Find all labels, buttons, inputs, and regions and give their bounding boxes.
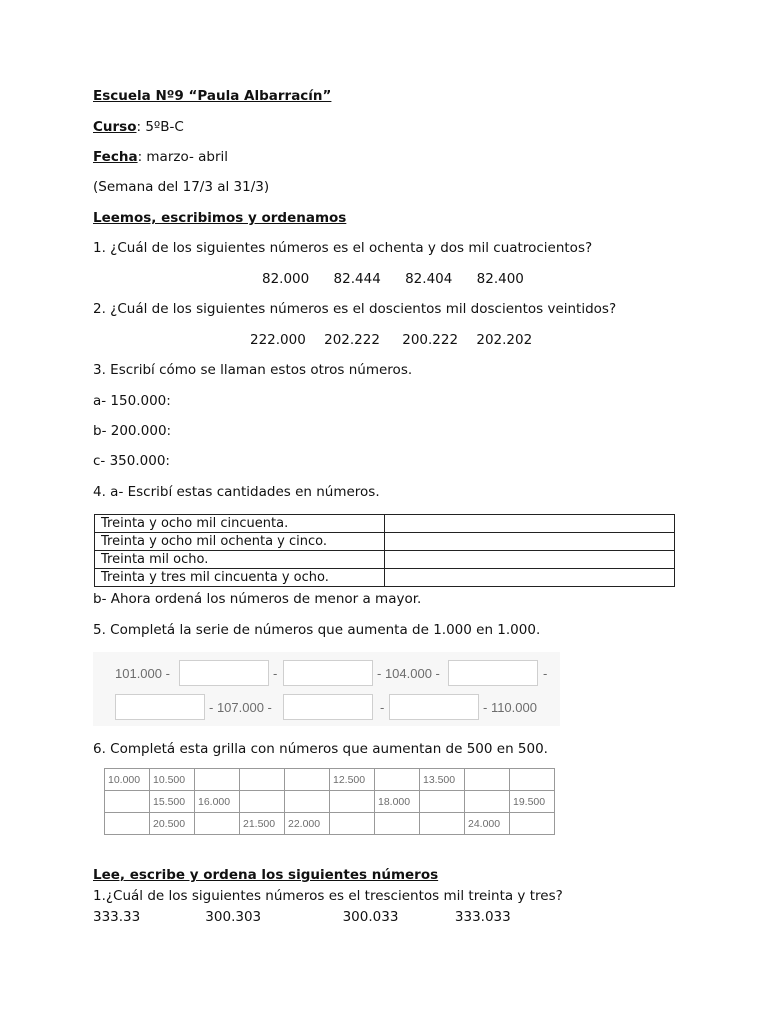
grid-cell: 19.500	[510, 791, 555, 813]
series-text: - 104.000 -	[377, 666, 440, 681]
grid-cell: 10.000	[105, 769, 150, 791]
grid-cell[interactable]	[510, 769, 555, 791]
grid-cell[interactable]	[375, 769, 420, 791]
option: 82.000	[262, 271, 310, 287]
series-blank[interactable]	[389, 694, 479, 720]
question-5: 5. Completá la serie de números que aumenta de 1.000 en 1.000.	[93, 622, 541, 638]
option: 333.33	[93, 909, 141, 925]
question-2-options	[250, 331, 552, 349]
table-row	[95, 515, 675, 533]
option: 202.202	[476, 332, 533, 348]
course-label: Curso	[93, 119, 137, 135]
question-6: 6. Completá esta grilla con números que aumentan de 500 en 500.	[93, 741, 548, 757]
question-3: 3. Escribí cómo se llaman estos otros números.	[93, 362, 413, 378]
week-range: (Semana del 17/3 al 31/3)	[93, 179, 270, 195]
section-2-question-1: 1.¿Cuál de los siguientes números es el trescientos mil treinta y tres?	[93, 888, 563, 904]
table-row	[95, 569, 675, 587]
grid-cell: 18.000	[375, 791, 420, 813]
grid-cell[interactable]	[420, 791, 465, 813]
option: 82.404	[405, 271, 453, 287]
series-blank[interactable]	[179, 660, 269, 686]
grid-cell[interactable]	[330, 791, 375, 813]
quantities-table	[94, 514, 675, 587]
question-1: 1. ¿Cuál de los siguientes números es el ochenta y dos mil cuatrocientos?	[93, 240, 593, 256]
grid-cell[interactable]	[195, 769, 240, 791]
section-title: Leemos, escribimos y ordenamos	[93, 210, 347, 226]
question-4: 4. a- Escribí estas cantidades en números.	[93, 484, 380, 500]
option: 333.033	[454, 909, 511, 925]
grid-cell[interactable]	[240, 791, 285, 813]
grid-cell[interactable]	[510, 813, 555, 835]
grid-cell: 21.500	[240, 813, 285, 835]
table-cell-answer[interactable]	[385, 533, 675, 551]
table-cell-words: Treinta y ocho mil cincuenta.	[95, 515, 385, 533]
table-cell-answer[interactable]	[385, 551, 675, 569]
option: 82.400	[476, 271, 524, 287]
option: 202.222	[324, 332, 380, 348]
table-cell-answer[interactable]	[385, 569, 675, 587]
grid-row	[105, 769, 555, 791]
grid-cell[interactable]	[105, 813, 150, 835]
series-text: -	[380, 700, 385, 715]
series-text: -	[543, 666, 548, 681]
grid-cell[interactable]	[375, 813, 420, 835]
grid-row	[105, 791, 555, 813]
grid-cell[interactable]	[330, 813, 375, 835]
course-value: : 5ºB-C	[136, 119, 184, 135]
table-cell-words: Treinta y ocho mil ochenta y cinco.	[95, 533, 385, 551]
grid-cell[interactable]	[105, 791, 150, 813]
number-grid	[104, 768, 555, 835]
option: 82.444	[333, 271, 381, 287]
grid-cell: 15.500	[150, 791, 195, 813]
series-blank[interactable]	[283, 660, 373, 686]
grid-cell: 10.500	[150, 769, 195, 791]
table-cell-words: Treinta y tres mil cincuenta y ocho.	[95, 569, 385, 587]
grid-cell[interactable]	[285, 769, 330, 791]
grid-cell[interactable]	[465, 769, 510, 791]
option: 222.000	[250, 332, 306, 348]
question-4-b: b- Ahora ordená los números de menor a mayor.	[93, 591, 422, 607]
table-cell-answer[interactable]	[385, 515, 675, 533]
table-cell-words: Treinta mil ocho.	[95, 551, 385, 569]
option: 200.222	[402, 332, 459, 348]
question-2: 2. ¿Cuál de los siguientes números es el doscientos mil doscientos veintidos?	[93, 301, 617, 317]
grid-cell[interactable]	[195, 813, 240, 835]
grid-row	[105, 813, 555, 835]
course-line	[93, 118, 184, 136]
series-text: - 110.000	[483, 700, 537, 715]
question-3-item: b- 200.000:	[93, 423, 172, 439]
table-row	[95, 533, 675, 551]
grid-cell[interactable]	[420, 813, 465, 835]
series-blank[interactable]	[115, 694, 205, 720]
school-title: Escuela Nº9 “Paula Albarracín”	[93, 88, 332, 104]
table-row	[95, 551, 675, 569]
grid-cell: 24.000	[465, 813, 510, 835]
grid-cell: 20.500	[150, 813, 195, 835]
series-blank[interactable]	[448, 660, 538, 686]
date-label: Fecha	[93, 149, 138, 165]
question-1-options	[262, 270, 544, 288]
grid-cell: 22.000	[285, 813, 330, 835]
series-text: 101.000 -	[115, 666, 170, 681]
option: 300.303	[205, 909, 262, 925]
grid-cell: 12.500	[330, 769, 375, 791]
question-3-item: c- 350.000:	[93, 453, 170, 469]
date-line	[93, 148, 228, 166]
series-blank[interactable]	[283, 694, 373, 720]
grid-cell[interactable]	[240, 769, 285, 791]
grid-cell[interactable]	[465, 791, 510, 813]
number-series-image	[93, 652, 560, 726]
grid-cell: 16.000	[195, 791, 240, 813]
series-text: - 107.000 -	[209, 700, 272, 715]
section-2-question-1-options	[93, 908, 511, 926]
grid-cell[interactable]	[285, 791, 330, 813]
date-value: : marzo- abril	[137, 149, 229, 165]
section-2-title: Lee, escribe y ordena los siguientes números	[93, 867, 439, 883]
option: 300.033	[342, 909, 399, 925]
question-3-item: a- 150.000:	[93, 393, 171, 409]
grid-cell: 13.500	[420, 769, 465, 791]
series-text: -	[273, 666, 278, 681]
